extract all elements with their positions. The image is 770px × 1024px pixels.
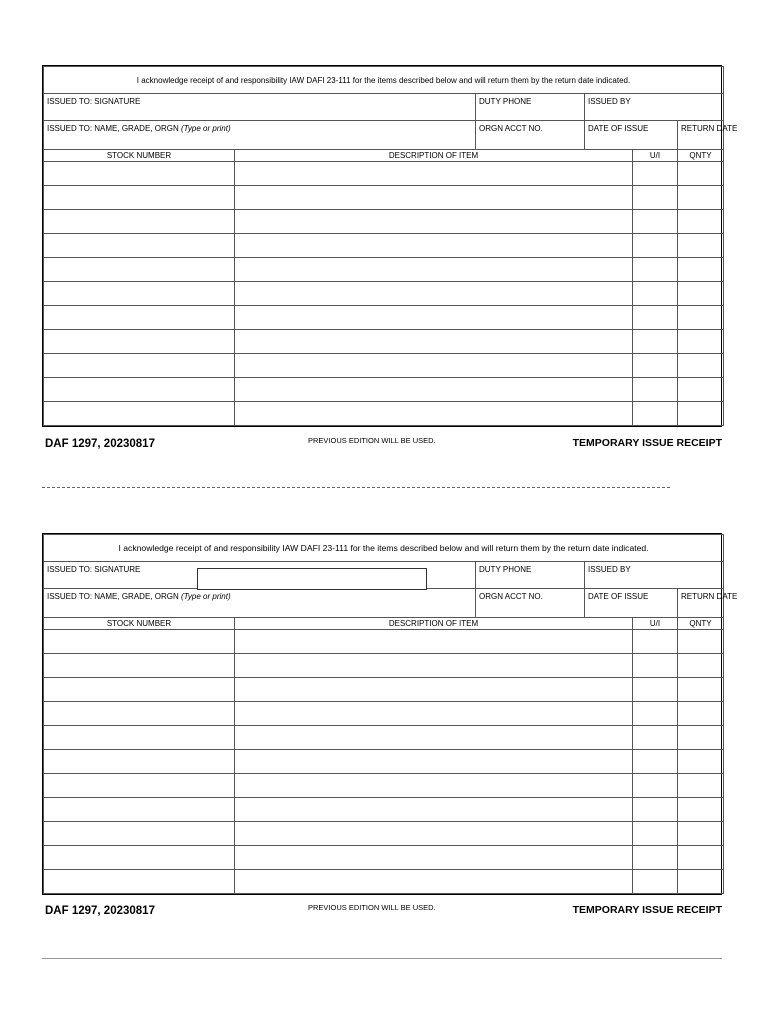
item-row [44,354,724,378]
issued-to-name-label: ISSUED TO: NAME, GRADE, ORGN [47,592,179,601]
stock-number-cell[interactable] [44,282,235,306]
issued-to-signature-label: ISSUED TO: SIGNATURE [47,565,141,574]
qnty-cell[interactable] [678,210,724,234]
ui-cell[interactable] [633,750,678,774]
return-date-label: RETURN DATE [681,592,738,601]
date-of-issue-label: DATE OF ISSUE [588,592,649,601]
qnty-cell[interactable] [678,354,724,378]
qnty-cell[interactable] [678,870,724,894]
item-rows [44,630,724,894]
column-header-ui: U/I [633,618,678,630]
issued-to-name-field[interactable] [44,121,476,150]
ui-cell[interactable] [633,654,678,678]
qnty-cell[interactable] [678,822,724,846]
item-row [44,726,724,750]
stock-number-cell[interactable] [44,306,235,330]
item-row [44,282,724,306]
return-date-label: RETURN DATE [681,124,738,133]
description-cell[interactable] [235,630,633,654]
stock-number-cell[interactable] [44,378,235,402]
orgn-acct-no-field[interactable] [476,589,585,618]
qnty-cell[interactable] [678,726,724,750]
ui-cell[interactable] [633,306,678,330]
ui-cell[interactable] [633,846,678,870]
qnty-cell[interactable] [678,402,724,426]
column-header-description: DESCRIPTION OF ITEM [235,150,633,162]
column-header-ui: U/I [633,150,678,162]
ui-cell[interactable] [633,210,678,234]
stock-number-cell[interactable] [44,234,235,258]
description-cell[interactable] [235,186,633,210]
stock-number-cell[interactable] [44,162,235,186]
stock-number-cell[interactable] [44,402,235,426]
item-row [44,750,724,774]
ui-cell[interactable] [633,630,678,654]
description-cell[interactable] [235,354,633,378]
ui-cell[interactable] [633,702,678,726]
orgn-acct-no-field[interactable] [476,121,585,150]
receipt-form-bottom [42,533,738,895]
description-cell[interactable] [235,846,633,870]
form-number: DAF 1297, 20230817 [45,905,155,917]
form-title: TEMPORARY ISSUE RECEIPT [572,904,722,916]
ui-cell[interactable] [633,234,678,258]
item-row [44,822,724,846]
description-cell[interactable] [235,750,633,774]
stock-number-cell[interactable] [44,258,235,282]
form-table [43,66,738,426]
date-of-issue-field[interactable] [585,121,678,150]
qnty-cell[interactable] [678,846,724,870]
page-bottom-rule [42,958,722,959]
description-cell[interactable] [235,678,633,702]
stock-number-cell[interactable] [44,750,235,774]
qnty-cell[interactable] [678,702,724,726]
item-row [44,330,724,354]
item-row [44,846,724,870]
description-cell[interactable] [235,726,633,750]
description-cell[interactable] [235,702,633,726]
description-cell[interactable] [235,870,633,894]
item-row [44,258,724,282]
issued-to-name-field[interactable] [44,589,476,618]
ui-cell[interactable] [633,678,678,702]
orgn-acct-no-label: ORGN ACCT NO. [479,124,543,133]
duty-phone-field[interactable] [476,94,585,121]
description-cell[interactable] [235,234,633,258]
ui-cell[interactable] [633,258,678,282]
qnty-cell[interactable] [678,774,724,798]
description-cell[interactable] [235,654,633,678]
item-row [44,630,724,654]
stock-number-cell[interactable] [44,870,235,894]
ui-cell[interactable] [633,822,678,846]
qnty-cell[interactable] [678,234,724,258]
form-title: TEMPORARY ISSUE RECEIPT [572,437,722,449]
column-header-stock-number: STOCK NUMBER [44,150,235,162]
orgn-acct-no-label: ORGN ACCT NO. [479,592,543,601]
ui-cell[interactable] [633,402,678,426]
item-row [44,702,724,726]
edition-note: PREVIOUS EDITION WILL BE USED. [308,903,436,912]
stock-number-cell[interactable] [44,678,235,702]
qnty-cell[interactable] [678,162,724,186]
stock-number-cell[interactable] [44,774,235,798]
date-of-issue-label: DATE OF ISSUE [588,124,649,133]
type-or-print-note: (Type or print) [180,592,231,601]
qnty-cell[interactable] [678,378,724,402]
cut-line [42,487,670,488]
item-row [44,210,724,234]
description-cell[interactable] [235,402,633,426]
qnty-cell[interactable] [678,750,724,774]
description-cell[interactable] [235,210,633,234]
acknowledgement-text: I acknowledge receipt of and responsibility IAW DAFI 23-111 for the items described below and will return them by the return date indicated. [44,67,724,94]
qnty-cell[interactable] [678,306,724,330]
ui-cell[interactable] [633,726,678,750]
item-row [44,186,724,210]
issued-by-label: ISSUED BY [588,97,631,106]
column-header-stock-number: STOCK NUMBER [44,618,235,630]
qnty-cell[interactable] [678,186,724,210]
qnty-cell[interactable] [678,678,724,702]
description-cell[interactable] [235,774,633,798]
description-cell[interactable] [235,282,633,306]
description-cell[interactable] [235,378,633,402]
column-header-qnty: QNTY [678,150,724,162]
acknowledgement-text: I acknowledge receipt of and responsibility IAW DAFI 23-111 for the items described below and will return them by the return date indicated. [44,535,724,562]
qnty-cell[interactable] [678,258,724,282]
qnty-cell[interactable] [678,798,724,822]
qnty-cell[interactable] [678,330,724,354]
stock-number-cell[interactable] [44,330,235,354]
ui-cell[interactable] [633,330,678,354]
duty-phone-field[interactable] [476,562,585,589]
stock-number-cell[interactable] [44,798,235,822]
signature-input[interactable] [197,568,427,590]
stock-number-cell[interactable] [44,354,235,378]
stock-number-cell[interactable] [44,210,235,234]
item-row [44,654,724,678]
issued-by-field[interactable] [585,94,724,121]
ui-cell[interactable] [633,378,678,402]
duty-phone-label: DUTY PHONE [479,565,532,574]
issued-to-signature-field[interactable] [44,94,476,121]
form-footer-top [42,436,722,452]
issued-by-field[interactable] [585,562,724,589]
ui-cell[interactable] [633,162,678,186]
item-rows [44,162,724,426]
receipt-form-top [42,65,738,427]
stock-number-cell[interactable] [44,726,235,750]
stock-number-cell[interactable] [44,822,235,846]
description-cell[interactable] [235,330,633,354]
ui-cell[interactable] [633,354,678,378]
item-row [44,306,724,330]
type-or-print-note: (Type or print) [180,124,231,133]
item-row [44,870,724,894]
issued-to-signature-label: ISSUED TO: SIGNATURE [47,97,141,106]
qnty-cell[interactable] [678,630,724,654]
description-cell[interactable] [235,306,633,330]
issued-by-label: ISSUED BY [588,565,631,574]
form-number: DAF 1297, 20230817 [45,438,155,450]
ui-cell[interactable] [633,798,678,822]
item-row [44,162,724,186]
issued-to-name-label: ISSUED TO: NAME, GRADE, ORGN [47,124,179,133]
form-footer-bottom [42,903,722,919]
stock-number-cell[interactable] [44,186,235,210]
return-date-field[interactable] [678,121,738,150]
item-row [44,678,724,702]
item-row [44,402,724,426]
duty-phone-label: DUTY PHONE [479,97,532,106]
description-cell[interactable] [235,798,633,822]
description-cell[interactable] [235,822,633,846]
description-cell[interactable] [235,162,633,186]
item-row [44,798,724,822]
column-header-qnty: QNTY [678,618,724,630]
ui-cell[interactable] [633,186,678,210]
column-header-description: DESCRIPTION OF ITEM [235,618,633,630]
description-cell[interactable] [235,258,633,282]
stock-number-cell[interactable] [44,846,235,870]
stock-number-cell[interactable] [44,702,235,726]
stock-number-cell[interactable] [44,630,235,654]
qnty-cell[interactable] [678,282,724,306]
date-of-issue-field[interactable] [585,589,678,618]
ui-cell[interactable] [633,282,678,306]
item-row [44,234,724,258]
edition-note: PREVIOUS EDITION WILL BE USED. [308,436,436,445]
stock-number-cell[interactable] [44,654,235,678]
item-row [44,378,724,402]
return-date-field[interactable] [678,589,738,618]
qnty-cell[interactable] [678,654,724,678]
ui-cell[interactable] [633,774,678,798]
ui-cell[interactable] [633,870,678,894]
item-row [44,774,724,798]
